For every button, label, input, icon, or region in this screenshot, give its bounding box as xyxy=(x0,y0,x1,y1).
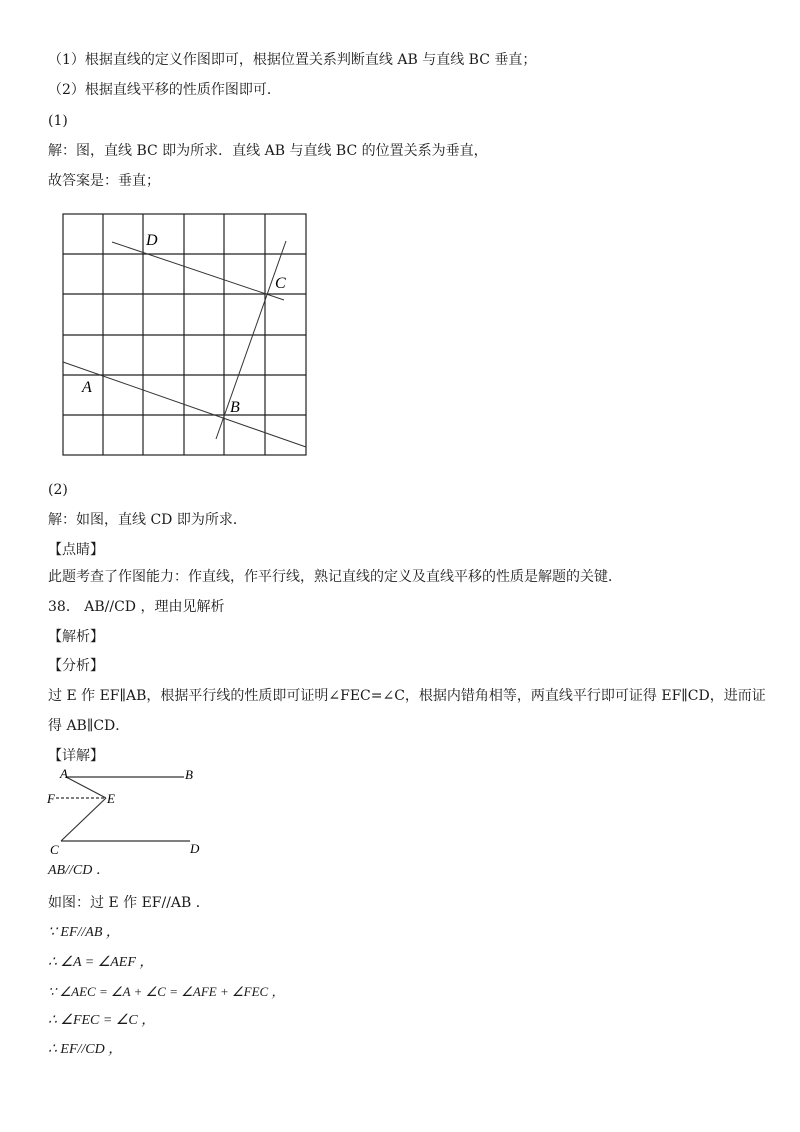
heading-fenxi: 【分析】 xyxy=(48,658,104,674)
heading-jiexi: 【解析】 xyxy=(48,629,104,645)
parallel-lines-figure xyxy=(44,766,214,862)
part-2-marker: (2) xyxy=(48,482,68,498)
problem-38-answer: 38． AB//CD ，理由见解析 xyxy=(48,599,225,615)
line-bc xyxy=(216,241,286,439)
label-c: C xyxy=(50,842,59,857)
label-f: F xyxy=(47,791,55,806)
conclusion-parallel: AB//CD ． xyxy=(48,863,110,878)
text-line-analysis-2: （2）根据直线平移的性质作图即可． xyxy=(48,82,281,98)
proof-step-6: ∴ EF//CD ， xyxy=(48,1042,123,1057)
label-b: B xyxy=(230,399,240,416)
heading-dianjing: 【点睛】 xyxy=(48,542,104,558)
grid-figure xyxy=(62,213,312,467)
proof-step-4: ∵ ∠AEC = ∠A + ∠C = ∠AFE + ∠FEC ， xyxy=(48,984,285,999)
part-1-answer: 故答案是：垂直； xyxy=(48,173,160,189)
part-1-marker: (1) xyxy=(48,113,68,129)
heading-xiangjie: 【详解】 xyxy=(48,748,104,764)
analysis-text-2: 得 AB∥CD． xyxy=(48,718,130,734)
grid-lines xyxy=(63,214,306,455)
segment-ec xyxy=(61,798,106,841)
label-d: D xyxy=(146,232,158,249)
text-line-analysis-1: （1）根据直线的定义作图即可，根据位置关系判断直线 AB 与直线 BC 垂直； xyxy=(48,52,537,68)
label-d: D xyxy=(190,841,200,856)
dianjing-text: 此题考查了作图能力：作直线，作平行线，熟记直线的定义及直线平移的性质是解题的关键． xyxy=(48,569,622,585)
analysis-text-1: 过 E 作 EF∥AB，根据平行线的性质即可证明∠FEC=∠C，根据内错角相等，两直线平行即可证得 EF∥CD，进而证 xyxy=(48,688,766,704)
label-e: E xyxy=(107,791,115,806)
label-a: A xyxy=(60,766,68,781)
proof-step-2: ∵ EF//AB ， xyxy=(48,925,120,940)
segment-ae xyxy=(66,777,106,798)
label-b: B xyxy=(185,767,193,782)
proof-step-3: ∴ ∠A = ∠AEF ， xyxy=(48,955,154,970)
line-cd xyxy=(112,242,284,300)
label-a: A xyxy=(82,379,92,396)
proof-step-1: 如图：过 E 作 EF//AB ． xyxy=(48,895,210,911)
proof-step-5: ∴ ∠FEC = ∠C ， xyxy=(48,1013,156,1028)
part-2-solution: 解：如图，直线 CD 即为所求． xyxy=(48,512,247,528)
part-1-solution: 解：图，直线 BC 即为所求．直线 AB 与直线 BC 的位置关系为垂直， xyxy=(48,143,488,159)
label-c: C xyxy=(275,275,286,292)
